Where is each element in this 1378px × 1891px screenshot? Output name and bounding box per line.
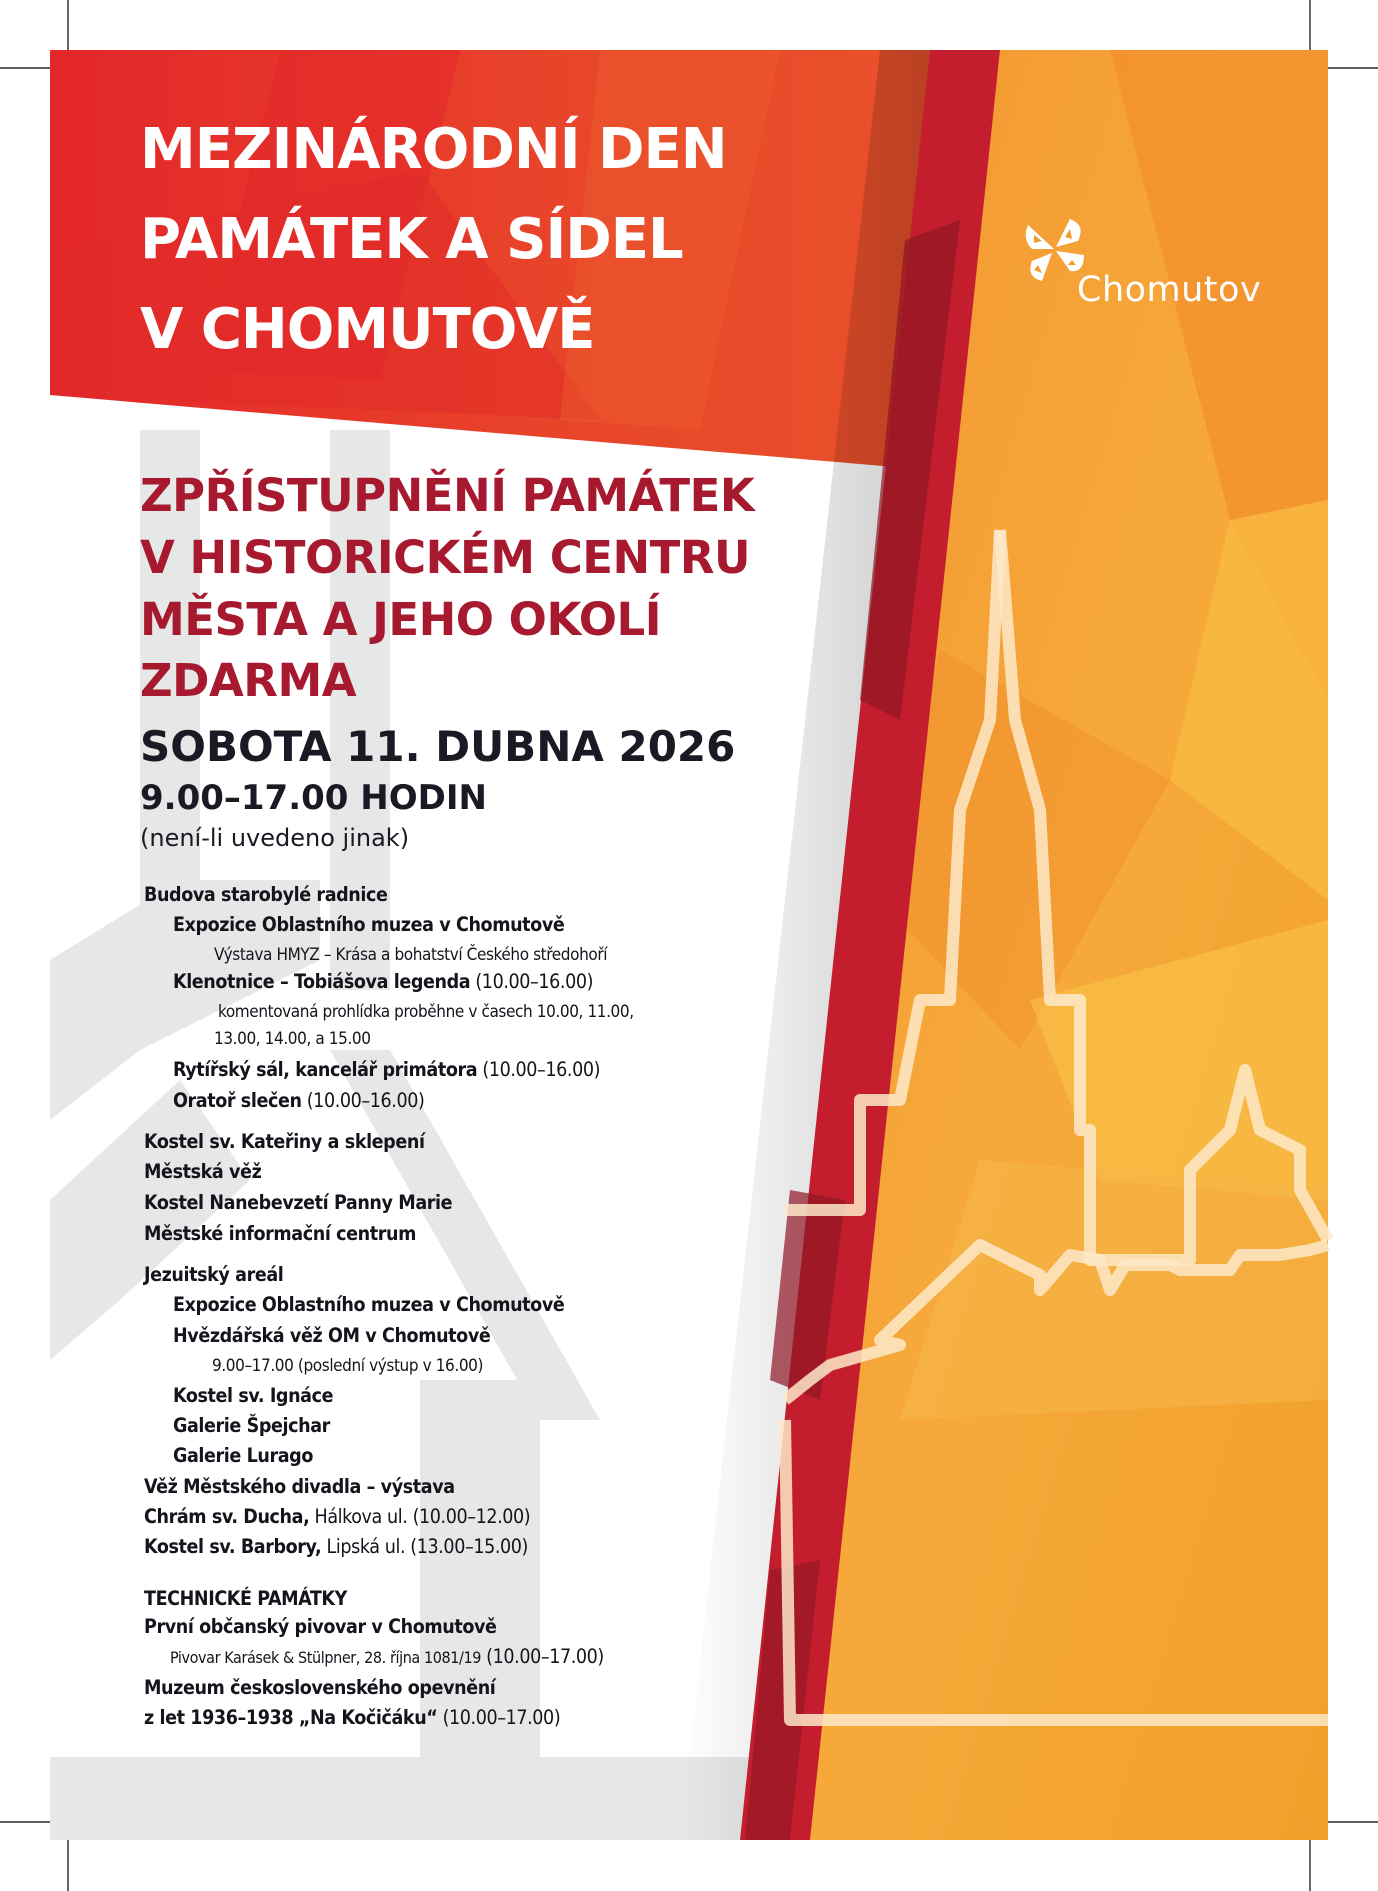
radnice-orator [173, 1089, 424, 1113]
orator-name: Oratoř slečen [173, 1089, 302, 1112]
muzeum-name: z let 1936–1938 „Na Kočičáku“ [144, 1706, 438, 1729]
jezuitsky-expo: Expozice Oblastního muzea v Chomutově [173, 1293, 565, 1316]
center-item: Městské informační centrum [144, 1222, 416, 1245]
radnice-klenotnice [173, 970, 593, 994]
jezuitsky-ignace: Kostel sv. Ignáce [173, 1384, 334, 1407]
technical-muzeum-2 [144, 1706, 560, 1730]
barbora-detail: Lipská ul. (13.00–15.00) [321, 1535, 528, 1558]
orator-time: (10.00–16.00) [301, 1089, 425, 1112]
subtitle-line-3: MĚSTA A JEHO OKOLÍ [140, 593, 661, 646]
klenotnice-name: Klenotnice – Tobiášova legenda [173, 970, 471, 993]
radnice-rytirsky [173, 1058, 600, 1082]
event-hours-note: (není-li uvedeno jinak) [140, 824, 410, 852]
radnice-expo-detail: Výstava HMYZ – Krása a bohatství Českého středohoří [214, 945, 608, 965]
title-line-1: MEZINÁRODNÍ DEN [140, 117, 727, 182]
technical-muzeum-1: Muzeum československého opevnění [144, 1676, 496, 1699]
pivovar-time: (10.00–17.00) [481, 1645, 604, 1668]
logo-text: Chomutov [1077, 270, 1262, 310]
event-hours: 9.00–17.00 HODIN [140, 778, 487, 818]
rytirsky-time: (10.00–16.00) [477, 1058, 601, 1081]
technical-pivovar: První občanský pivovar v Chomutově [144, 1615, 497, 1638]
subtitle-line-1: ZPŘÍSTUPNĚNÍ PAMÁTEK [140, 469, 755, 522]
title-line-3: V CHOMUTOVĚ [140, 297, 595, 362]
title-line-2: PAMÁTEK A SÍDEL [140, 207, 683, 272]
center-item: Městská věž [144, 1160, 262, 1183]
klenotnice-time: (10.00–16.00) [470, 970, 594, 993]
jezuitsky-lurago: Galerie Lurago [173, 1444, 313, 1467]
radnice-title: Budova starobylé radnice [144, 883, 388, 906]
jezuitsky-title: Jezuitský areál [144, 1263, 284, 1286]
klenotnice-note-2: 13.00, 14.00, a 15.00 [214, 1029, 371, 1049]
duch-name: Chrám sv. Ducha, [144, 1505, 310, 1528]
klenotnice-note-1: komentovaná prohlídka proběhne v časech 10.00, 11.00, [218, 1002, 634, 1022]
technical-title: TECHNICKÉ PAMÁTKY [144, 1587, 347, 1610]
jezuitsky-spejchar: Galerie Špejchar [173, 1414, 330, 1437]
subtitle-line-2: V HISTORICKÉM CENTRU [140, 531, 751, 584]
jezuitsky-hvezdarska: Hvězdářská věž OM v Chomutově [173, 1324, 491, 1347]
subtitle-line-4: ZDARMA [140, 654, 357, 707]
rytirsky-name: Rytířský sál, kancelář primátora [173, 1058, 478, 1081]
radnice-expo: Expozice Oblastního muzea v Chomutově [173, 913, 565, 936]
center-item: Kostel Nanebevzetí Panny Marie [144, 1191, 453, 1214]
barbora-item [144, 1535, 528, 1559]
barbora-name: Kostel sv. Barbory, [144, 1535, 322, 1558]
divadlo-item: Věž Městského divadla – výstava [144, 1475, 455, 1498]
pivovar-address: Pivovar Karásek & Stülpner, 28. října 1081/19 [170, 1648, 482, 1667]
muzeum-time: (10.00–17.00) [437, 1706, 561, 1729]
pivovar-address-line [170, 1645, 604, 1670]
center-item: Kostel sv. Kateřiny a sklepení [144, 1130, 425, 1153]
duch-item [144, 1505, 530, 1529]
duch-detail: Hálkova ul. (10.00–12.00) [309, 1505, 531, 1528]
hvezdarska-time: 9.00–17.00 (poslední výstup v 16.00) [212, 1356, 484, 1376]
event-date: SOBOTA 11. DUBNA 2026 [140, 722, 736, 771]
